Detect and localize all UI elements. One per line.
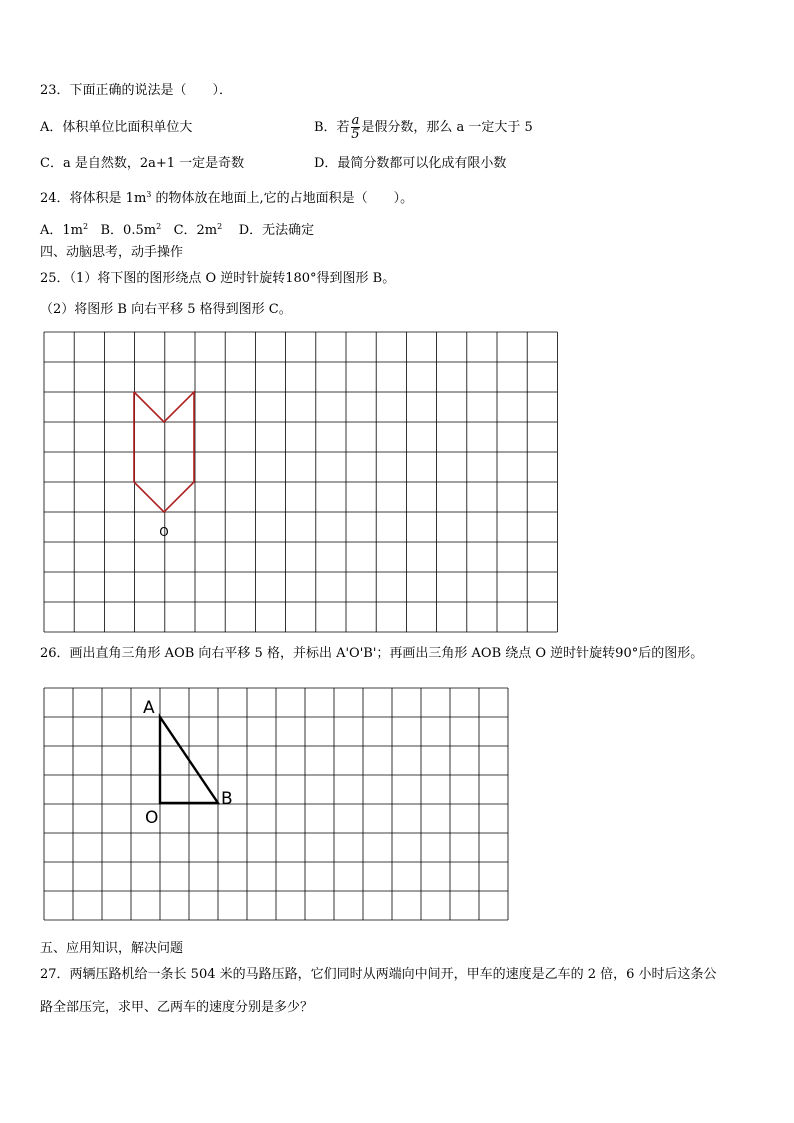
section-5-heading: 五、应用知识，解决问题 xyxy=(40,941,184,956)
q23-option-c: C．a 是自然数，2a+1 一定是奇数 xyxy=(40,156,245,171)
q24-stem-prefix: 24．将体积是 1m xyxy=(40,191,147,206)
section-4-heading: 四、动脑思考，动手操作 xyxy=(40,245,184,260)
q25-point-o-label: O xyxy=(159,525,169,539)
q23-option-a: A．体积单位比面积单位大 xyxy=(40,120,193,135)
q27-line1: 27．两辆压路机给一条长 504 米的马路压路，它们同时从两端向中间开，甲车的速度是乙车的 2 倍，6 小时后这条公 xyxy=(40,967,717,982)
q26-label-o: O xyxy=(145,808,159,828)
q24-stem-sup: 3 xyxy=(146,190,152,199)
q24-option-a-text: A．1m xyxy=(40,223,83,238)
q23-stem: 23．下面正确的说法是（ ）． xyxy=(40,83,233,98)
q24-option-b-sup: 2 xyxy=(156,222,162,231)
q25-line1: 25．（1）将下图的图形绕点 O 逆时针旋转180°得到图形 B。 xyxy=(40,271,396,286)
q24-option-d: D．无法确定 xyxy=(238,223,315,238)
q24-option-a-sup: 2 xyxy=(83,222,89,231)
q23-option-b-suffix: 是假分数，那么 a 一定大于 5 xyxy=(361,120,533,135)
q24-option-c-sup: 2 xyxy=(217,222,223,231)
q24-stem-suffix: 的物体放在地面上,它的占地面积是（ ）。 xyxy=(151,191,414,206)
q23-option-b-prefix: B．若 xyxy=(314,120,350,135)
q26-label-b: B xyxy=(221,789,233,809)
fraction-denominator: 5 xyxy=(351,127,360,142)
q25-line2: （2）将图形 B 向右平移 5 格得到图形 C。 xyxy=(40,302,292,317)
q26-grid xyxy=(44,688,508,920)
q24-option-b-text: B．0.5m xyxy=(100,223,157,238)
q27-line2: 路全部压完，求甲、乙两车的速度分别是多少？ xyxy=(40,1000,314,1015)
q24-option-c-text: C．2m xyxy=(173,223,218,238)
q23-option-d: D．最简分数都可以化成有限小数 xyxy=(314,156,507,171)
q26-stem: 26．画出直角三角形 AOB 向右平移 5 格，并标出 A'O'B'；再画出三角形 AOB 绕点 O 逆时针旋转90°后的图形。 xyxy=(40,646,704,661)
q26-label-a: A xyxy=(143,698,155,718)
fraction-numerator: a xyxy=(351,113,360,128)
